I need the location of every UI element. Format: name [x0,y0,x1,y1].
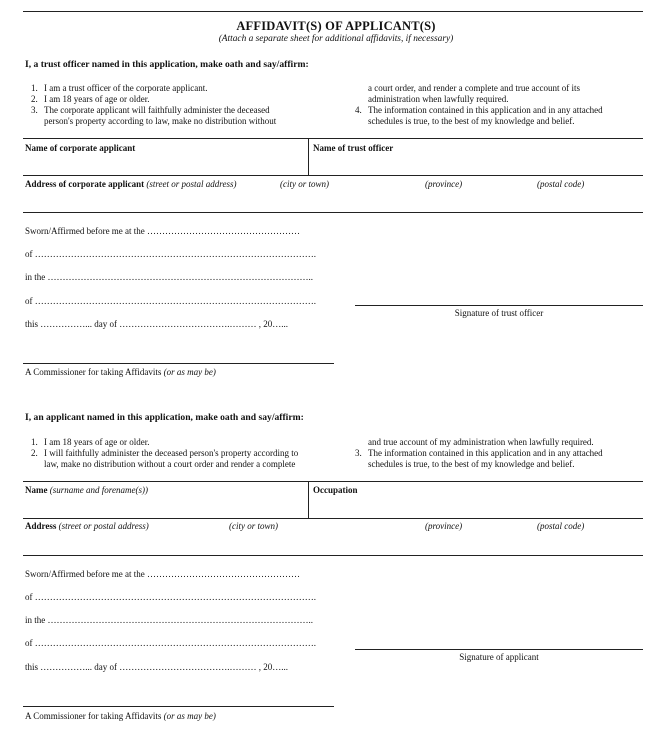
address-hint: (street or postal address) [146,179,237,189]
box-rule [23,555,643,556]
section2-item-2 [31,448,298,458]
signature-line[interactable] [355,649,643,650]
section1-item-3-cont: a court order, and render a complete and true account of its [368,83,581,93]
item-number: 1. [31,83,38,93]
item-number: 4. [355,105,362,115]
province-label: (province) [425,179,463,189]
province-label: (province) [425,521,463,531]
sworn-line-in-the[interactable]: in the …………………………………………………………………………….. [25,615,313,625]
name-label: Name [25,485,48,495]
postal-code-label: (postal code) [537,521,585,531]
sworn-line-of[interactable]: of …………………………………………………………………………………. [25,296,316,306]
address-hint: (street or postal address) [58,521,149,531]
box-rule [23,481,643,482]
box-divider [308,138,309,175]
commissioner-hint: (or as may be) [163,711,216,721]
item-number: 2. [31,448,38,458]
applicant-address-field[interactable] [25,521,149,531]
sworn-line-date[interactable]: this ……………... day of ……………………………….……… , 20…... [25,662,288,672]
section1-item-4-cont: schedules is true, to the best of my knowledge and belief. [368,116,575,126]
top-rule [23,11,643,12]
commissioner-caption [25,711,216,721]
commissioner-hint: (or as may be) [163,367,216,377]
sworn-line-of[interactable]: of …………………………………………………………………………………. [25,249,316,259]
section1-heading: I, a trust officer named in this application, make oath and say/affirm: [25,59,309,70]
box-rule [23,138,643,139]
postal-code-label: (postal code) [537,179,585,189]
sworn-line-of[interactable]: of …………………………………………………………………………………. [25,638,316,648]
section2-item-2-cont: and true account of my administration when lawfully required. [368,437,594,447]
box-divider [308,481,309,518]
section2-item-1 [31,437,149,447]
section2-item-3 [355,448,603,458]
sworn-line-in-the[interactable]: in the …………………………………………………………………………….. [25,272,313,282]
section1-item-1 [31,83,208,93]
trust-officer-signature-label: Signature of trust officer [454,308,544,318]
item-number: 2. [31,94,38,104]
section2-item-2-cont: law, make no distribution without a court order and render a complete [44,459,296,469]
item-text: I am 18 years of age or older. [44,94,150,104]
address-label: Address [25,521,57,531]
sworn-line-date[interactable]: this ……………... day of ……………………………….……… , 20…... [25,319,288,329]
item-text: The information contained in this application and in any attached [368,105,603,115]
section2-heading: I, an applicant named in this application, make oath and say/affirm: [25,412,304,423]
signature-line[interactable] [355,305,643,306]
city-label: (city or town) [229,521,278,531]
commissioner-label: A Commissioner for taking Affidavits [25,711,162,721]
section1-item-3 [31,105,270,115]
box-rule [23,518,643,519]
item-text: I am a trust officer of the corporate applicant. [44,83,208,93]
commissioner-line[interactable] [23,363,334,364]
section1-item-4 [355,105,603,115]
section1-item-3-cont: person's property according to law, make no distribution without [44,116,277,126]
item-text: I will faithfully administer the deceased person's property according to [44,448,299,458]
section1-item-2 [31,94,149,104]
commissioner-line[interactable] [23,706,334,707]
item-text: The corporate applicant will faithfully administer the deceased [44,105,270,115]
city-label: (city or town) [280,179,329,189]
corporate-applicant-name-field[interactable]: Name of corporate applicant [25,143,136,153]
section1-item-3-cont: administration when lawfully required. [368,94,509,104]
item-number: 3. [355,448,362,458]
sworn-line-of[interactable]: of …………………………………………………………………………………. [25,592,316,602]
item-text: I am 18 years of age or older. [44,437,150,447]
commissioner-caption [25,367,216,377]
name-hint: (surname and forename(s)) [49,485,148,495]
item-number: 3. [31,105,38,115]
corporate-address-field[interactable] [25,179,236,189]
page-subtitle: (Attach a separate sheet for additional affidavits, if necessary) [218,34,454,44]
box-rule [23,212,643,213]
applicant-name-field[interactable] [25,485,148,495]
section2-item-3-cont: schedules is true, to the best of my knowledge and belief. [368,459,575,469]
sworn-line-place[interactable]: Sworn/Affirmed before me at the …………………………………………… [25,226,301,236]
address-label: Address of corporate applicant [25,179,145,189]
page-title: AFFIDAVIT(S) OF APPLICANT(S) [236,19,436,33]
sworn-line-place[interactable]: Sworn/Affirmed before me at the …………………………………………… [25,569,301,579]
applicant-signature-label: Signature of applicant [459,652,539,662]
box-rule [23,175,643,176]
item-number: 1. [31,437,38,447]
trust-officer-name-field[interactable]: Name of trust officer [313,143,394,153]
occupation-field[interactable]: Occupation [313,485,358,495]
item-text: The information contained in this application and in any attached [368,448,603,458]
commissioner-label: A Commissioner for taking Affidavits [25,367,162,377]
